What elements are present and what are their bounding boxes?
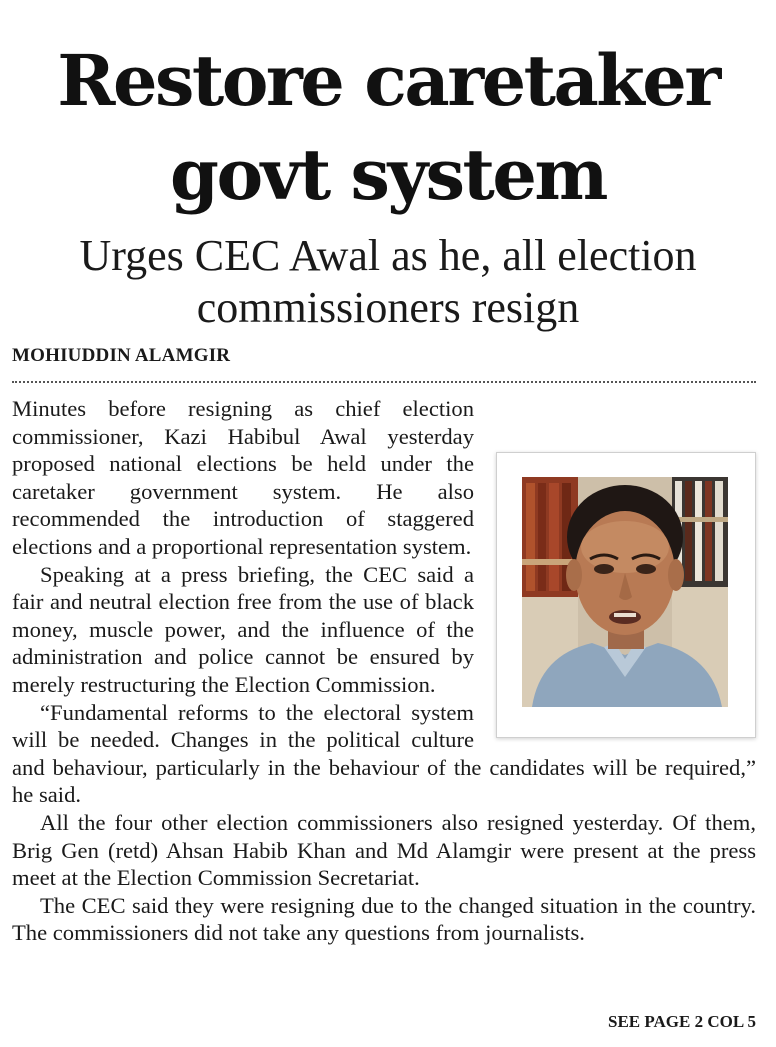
paragraph-1: Minutes before resigning as chief election commissioner, Kazi Habibul Awal yesterday proposed national elections be held under the caretaker government system. He also recommended the introduction of staggered elections and a proportional representation system. [12,396,474,559]
byline: MOHIUDDIN ALAMGIR [12,345,231,366]
headline-line-1: Restore caretaker [57,39,719,122]
article-body [12,395,756,947]
subheadline-line-1: Urges CEC Awal as he, all election [79,231,697,280]
portrait-photo [522,477,728,707]
paragraph-5: The CEC said they were resigning due to the changed situation in the country. The commissioners did not take any questions from journalists. [12,892,756,946]
paragraph-2: Speaking at a press briefing, the CEC said a fair and neutral election free from the use of black money, muscle power, and the influence of the administration and police cannot be ensured by merely restructuring the Election Commission. [12,561,474,697]
headline [0,34,776,222]
paragraph-4: All the four other election commissioners also resigned yesterday. Of them, Brig Gen (retd) Ahsan Habib Khan and Md Alamgir were present at the press meet at the Election Commission Secretariat. [12,809,756,891]
paragraph-3: “Fundamental reforms to the electoral system will be needed. Changes in the political culture and behaviour, particularly in the behaviour of the candidates will be required,” he said. [12,699,756,808]
headline-line-2: govt system [170,133,606,216]
subheadline-line-2: commissioners resign [196,283,580,332]
dotted-divider [12,381,756,383]
portrait-illustration [522,477,728,707]
continuation-jump: SEE PAGE 2 COL 5 [608,1012,756,1031]
photo-frame [496,452,756,738]
subheadline [0,230,776,334]
